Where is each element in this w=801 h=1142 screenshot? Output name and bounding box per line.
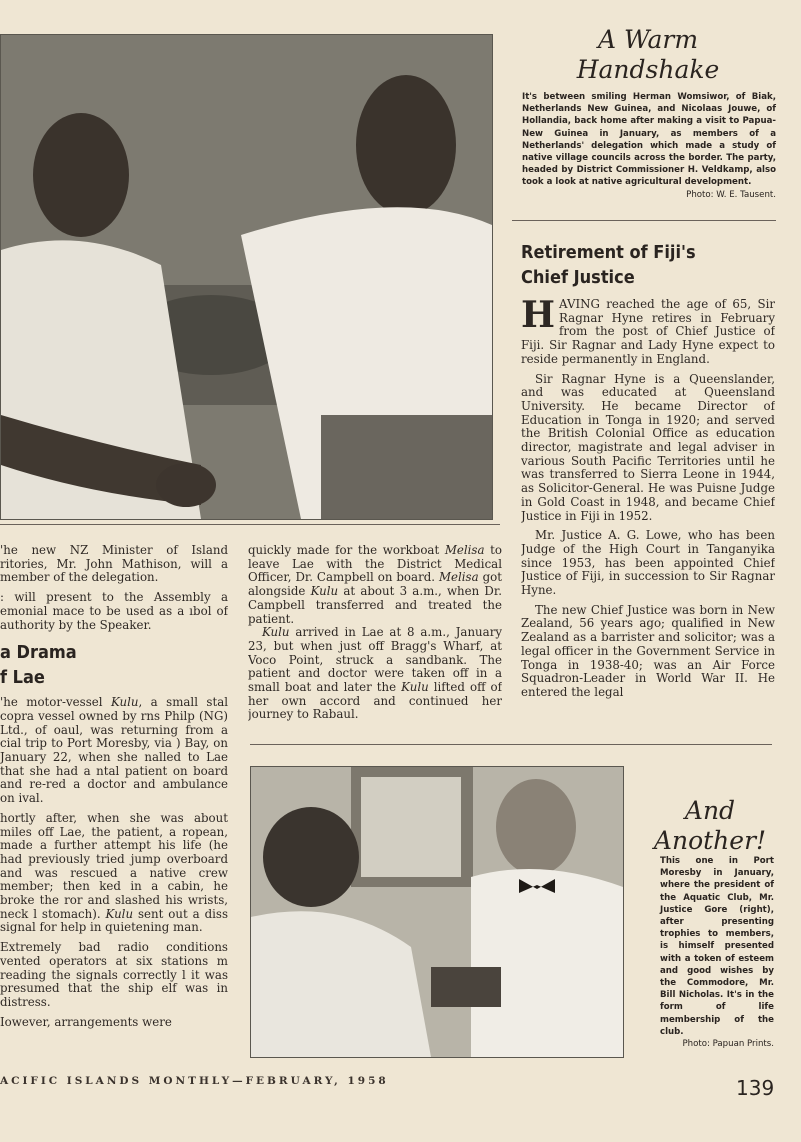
ship-name: Kulu (262, 625, 290, 640)
left-paragraph (0, 812, 228, 935)
ship-name: Kulu (310, 584, 339, 599)
retirement-article (521, 298, 775, 728)
handshake-title-line2: Handshake (576, 55, 720, 84)
drama-headline-line2: f Lae (0, 667, 45, 689)
drama-headline-line1: a Drama (0, 642, 77, 664)
aquatic-club-caption-text: This one in Port Moresby in January, where the president of the Aquatic Club, Mr. Justice Gore (right), after presenting trophies to members, is himself presented with a token of esteem and good wishes by the Commodore, Mr. Bill Nicholas. It's in the form of life membership of the club. (660, 856, 774, 1037)
aquatic-club-photo-credit: Photo: Papuan Prints. (682, 1039, 774, 1050)
retirement-paragraph: Sir Ragnar Hyne is a Queenslander, and was educated at Queensland University. He became Director of Education in Tonga in 1920; and served the British Colonial Office as education director, magistrate and legal adviser in various South Pacific Territories until he was transferred to Sierra Leone in 1944, as Solicitor-General. He was Puisne Judge in Gold Coast in 1948, and became Chief Justice in Fiji in 1952. (521, 371, 775, 523)
photo-two-men-shaking-hands-icon (1, 35, 492, 519)
aquatic-club-photo (250, 766, 624, 1058)
another-title (640, 796, 780, 856)
aquatic-club-caption (660, 855, 774, 1050)
left-paragraph: Extremely bad radio conditions vented operators at six stations m reading the signals correctly l it was presumed that the ship elf was in distress. (0, 940, 228, 1009)
handshake-caption (522, 91, 776, 201)
retirement-headline-line2: Chief Justice (521, 267, 635, 288)
ship-name: Kulu (401, 680, 429, 695)
another-title-line2: Another! (653, 826, 767, 855)
retirement-headline-line1: Retirement of Fiji's (521, 242, 696, 263)
middle-paragraph (248, 544, 502, 626)
divider-rule (0, 524, 500, 525)
left-paragraph: : will present to the Assembly a emonial mace to be used as a ıbol of authority by the Speaker. (0, 590, 228, 632)
page-number: 139 (736, 1076, 775, 1100)
divider-rule (512, 220, 776, 221)
photo-presentation-at-aquatic-club-icon (251, 767, 623, 1057)
retirement-paragraph-text: AVING reached the age of 65, Sir Ragnar Hyne retires in February from the post of Chief Justice of Fiji. Sir Ragnar and Lady Hyne expect to reside permanently in England. (521, 298, 775, 366)
middle-paragraph (248, 626, 502, 722)
left-paragraph-text: , a small stal copra vessel owned by rns Philp (NG) Ltd., of oaul, was returning from a cial trip to Port Moresby, via ) Bay, on January 22, when she nalled to Lae that she had a ntal patient on board and re-red a doctor and ambulance on ival. (0, 695, 228, 806)
left-paragraph-text: hortly after, when she was about miles off Lae, the patient, a ropean, made a further attempt his life (he had previously tried jump overboard and was rescued a native crew member; then ked in a cabin, he broke the ror and slashed his wrists, neck l stomach). (0, 810, 228, 921)
left-column (0, 544, 228, 1064)
middle-paragraph-text: got alongside (248, 570, 502, 599)
handshake-caption-text: It's between smiling Herman Womsiwor, of Biak, Netherlands New Guinea, and Nicolaas Jouwe, of Hollandia, back home after making a visit to Papua-New Guinea in January, as members of a Netherlands' delegation which made a study of native village councils across the border. The party, headed by District Commissioner H. Veldkamp, also took a look at native agricultural development. (522, 92, 776, 188)
running-footer: ACIFIC ISLANDS MONTHLY—FEBRUARY, 1958 (0, 1075, 389, 1087)
ship-name: Melisa (444, 544, 485, 557)
divider-rule (250, 744, 772, 745)
retirement-paragraph: The new Chief Justice was born in New Zealand, 56 years ago; qualified in New Zealand as a barrister and solicitor; was a legal officer in the Government Service in Tonga in 1938-40; was an Air Force Squadron-Leader in World War II. He entered the legal (521, 602, 775, 699)
retirement-headline (521, 240, 781, 290)
ship-name: Kulu (105, 906, 134, 921)
ship-name: Kulu (110, 695, 139, 710)
middle-column (248, 544, 502, 734)
drop-cap: H (521, 298, 556, 336)
middle-paragraph-text: at about 3 a.m., when Dr. Campbell transferred and treated the patient. (248, 584, 502, 626)
handshake-title-line1: A Warm (597, 25, 699, 54)
left-paragraph-text: 'he motor-vessel (0, 695, 111, 710)
middle-paragraph-text: lifted off of her own accord and continued her journey to Rabaul. (248, 680, 502, 722)
handshake-photo-credit: Photo: W. E. Tausent. (686, 189, 776, 200)
retirement-paragraph (521, 298, 775, 367)
middle-paragraph-text: arrived in Lae at 8 a.m., January 23, but when just off Bragg's Wharf, at Voco Point, struck a sandbank. The patient and doctor were taken off in a small boat and later the (248, 625, 502, 695)
left-paragraph-text: sent out a diss signal for help in quietening man. (0, 906, 228, 935)
left-paragraph: Iowever, arrangements were (0, 1014, 172, 1029)
drama-headline (0, 640, 228, 690)
left-paragraph (0, 696, 228, 806)
ship-name: Melisa (438, 570, 479, 585)
handshake-photo (0, 34, 493, 520)
left-paragraph: 'he new NZ Minister of Island ritories, Mr. John Mathison, will a member of the delegation. (0, 544, 228, 585)
handshake-title (512, 25, 784, 85)
retirement-paragraph: Mr. Justice A. G. Lowe, who has been Judge of the High Court in Tanganyika since 1953, has been appointed Chief Justice of Fiji, in succession to Sir Ragnar Hyne. (521, 528, 775, 598)
middle-paragraph-text: quickly made for the workboat (248, 544, 445, 557)
middle-paragraph-text: to leave Lae with the District Medical Officer, Dr. Campbell on board. (248, 544, 502, 585)
another-title-line1: And (684, 796, 736, 825)
